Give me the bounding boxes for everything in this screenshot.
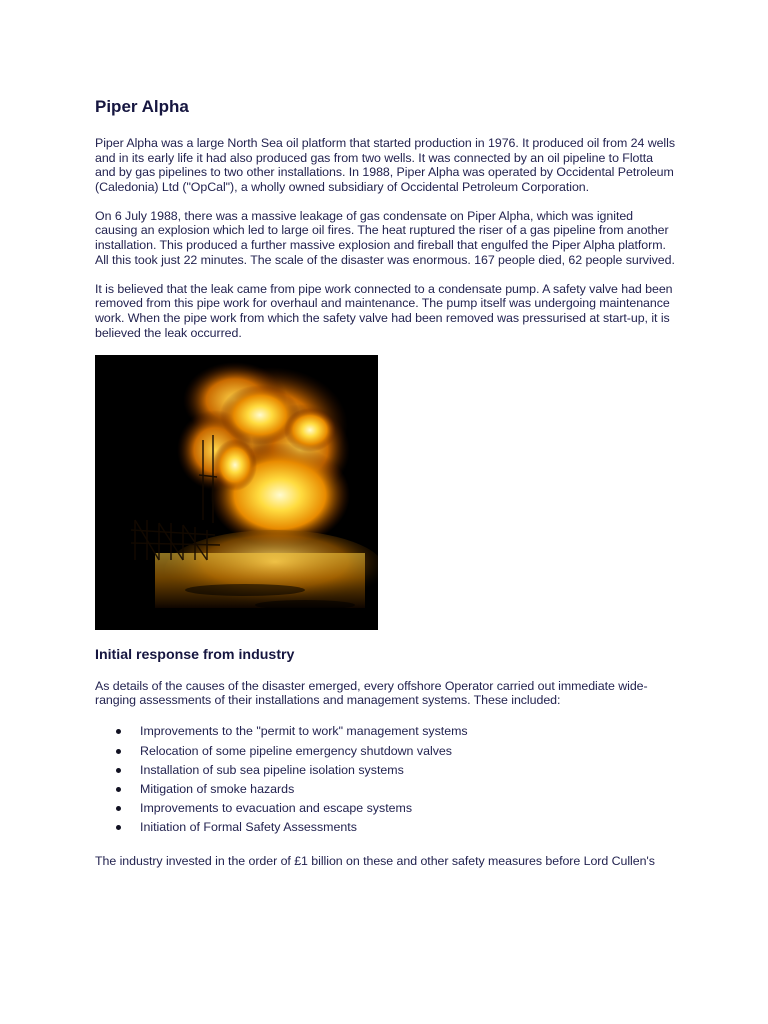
bullet-icon bbox=[116, 749, 121, 754]
closing-paragraph: The industry invested in the order of £1 billion on these and other safety measures before Lord Cullen's bbox=[95, 853, 655, 868]
bullet-icon bbox=[116, 825, 121, 830]
paragraph-history: Piper Alpha was a large North Sea oil platform that started production in 1976. It produced oil from 24 wells and in its early life it had also produced gas from two wells. It was connected by an oil pipeline to Flotta and by gas pipelines to two other installations. In 1988, Piper Alpha was operated by Occidental Petroleum (Caledonia) Ltd ("OpCal"), a wholly owned subsidiary of Occidental Petroleum Corporation. bbox=[95, 136, 675, 194]
fire-illustration bbox=[95, 355, 378, 630]
bullet-icon bbox=[116, 729, 121, 734]
list-item bbox=[116, 722, 675, 741]
paragraph-cause: It is believed that the leak came from pipe work connected to a condensate pump. A safety valve had been removed from this pipe work for overhaul and maintenance. The pump itself was undergoing maintenance work. When the pipe work from which the safety valve had been removed was pressurised at start-up, it is believed the leak occurred. bbox=[95, 281, 673, 340]
bullet-icon bbox=[116, 768, 121, 773]
list-item bbox=[116, 818, 675, 837]
bullet-icon bbox=[116, 787, 121, 792]
section-heading: Initial response from industry bbox=[95, 646, 295, 663]
page-title: Piper Alpha bbox=[95, 97, 189, 116]
list-item-text: Installation of sub sea pipeline isolation systems bbox=[140, 762, 404, 777]
list-item-text: Improvements to the "permit to work" management systems bbox=[140, 724, 468, 739]
list-item bbox=[116, 799, 675, 818]
list-item bbox=[116, 742, 675, 761]
bullet-list bbox=[95, 722, 675, 837]
list-item bbox=[116, 780, 675, 799]
list-item-text: Relocation of some pipeline emergency shutdown valves bbox=[140, 743, 453, 758]
platform-fire-photo bbox=[95, 355, 378, 630]
list-item-text: Initiation of Formal Safety Assessments bbox=[140, 820, 357, 835]
bullet-icon bbox=[116, 806, 121, 811]
section-intro: As details of the causes of the disaster emerged, every offshore Operator carried out immediate wide-ranging assessments of their installations and management systems. These included: bbox=[95, 678, 648, 708]
list-item-text: Mitigation of smoke hazards bbox=[140, 781, 295, 796]
list-item bbox=[116, 761, 675, 780]
list-item-text: Improvements to evacuation and escape systems bbox=[140, 801, 413, 816]
paragraph-disaster: On 6 July 1988, there was a massive leakage of gas condensate on Piper Alpha, which was ignited causing an explosion which led to large oil fires. The heat ruptured the riser of a gas pipeline from another installation. This produced a further massive explosion and fireball that engulfed the Piper Alpha platform. All this took just 22 minutes. The scale of the disaster was enormous. 167 people died, 62 people survived. bbox=[95, 208, 675, 267]
document-page bbox=[95, 96, 675, 883]
